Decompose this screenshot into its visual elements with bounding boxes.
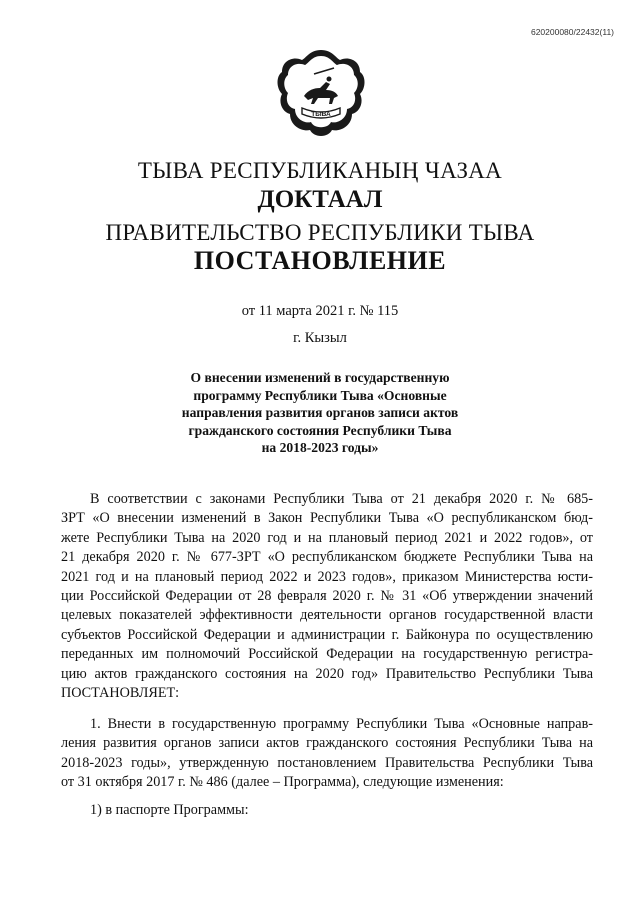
text-line: целевых показателей эффективности деятельности органов государственной власти <box>61 607 593 624</box>
text-line: субъектов Российской Федерации и администрации г. Байконура по осуществлению <box>61 626 593 643</box>
document-code: 620200080/22432(11) <box>530 27 614 37</box>
tuva-coat-of-arms-icon <box>274 46 368 144</box>
text-line: жете Республики Тыва на 2020 год и на плановый период 2021 и 2022 годов», от <box>61 529 593 546</box>
title-line: О внесении изменений в государственную <box>190 370 450 385</box>
tuvan-government-heading: ТЫВА РЕСПУБЛИКАНЫҢ ЧАЗАА <box>137 158 503 183</box>
clause-1-paragraph <box>61 715 593 793</box>
text-line: 2018-2023 годы», утвержденную постановлением Правительства Республики Тыва <box>61 754 593 771</box>
text-line: ции Российской Федерации от 28 февраля 2020 г. № 31 «Об утверждении значений <box>61 588 593 605</box>
russian-doc-type-heading: ПОСТАНОВЛЕНИЕ <box>193 246 447 275</box>
subclause-paragraph <box>61 801 593 820</box>
document-date-number: от 11 марта 2021 г. № 115 <box>241 303 399 319</box>
title-line: программу Республики Тыва «Основные <box>193 387 447 403</box>
document-place: г. Кызыл <box>293 330 347 346</box>
russian-government-heading: ПРАВИТЕЛЬСТВО РЕСПУБЛИКИ ТЫВА <box>105 220 535 245</box>
text-line: ления развития органов записи актов гражданского состояния Республики Тыва на <box>61 735 593 752</box>
text-line: В соответствии с законами Республики Тыва от 21 декабря 2020 г. № 685- <box>90 491 593 507</box>
text-line: переданных им полномочий Российской Федерации на государственную регистра- <box>61 646 593 663</box>
title-line: направления развития органов записи актов <box>181 405 459 420</box>
text-line: ЗРТ «О внесении изменений в Закон Республики Тыва «О республиканском бюд- <box>61 510 593 527</box>
text-line: цию актов гражданского состояния на 2020 год» Правительство Республики Тыва <box>61 665 593 682</box>
text-line: 1. Внести в государственную программу Республики Тыва «Основные направ- <box>90 716 593 732</box>
preamble-paragraph <box>61 490 593 703</box>
document-title <box>150 369 490 457</box>
text-line: 21 декабря 2020 г. № 677-ЗРТ «О республиканском бюджете Республики Тыва на <box>61 549 593 566</box>
text-line: от 31 октября 2017 г. № 486 (далее – Программа), следующие изменения: <box>61 774 504 791</box>
tuvan-doc-type-heading: ДОКТААЛ <box>257 186 383 213</box>
title-line: гражданского состояния Республики Тыва <box>188 422 452 438</box>
title-line: на 2018-2023 годы» <box>261 440 379 455</box>
text-line: 1) в паспорте Программы: <box>90 802 249 818</box>
emblem-label: ТЫВА <box>311 111 331 118</box>
text-line: ПОСТАНОВЛЯЕТ: <box>61 685 180 702</box>
text-line: 2021 год и на плановый период 2022 и 2023 годов», приказом Министерства юсти- <box>61 568 593 585</box>
